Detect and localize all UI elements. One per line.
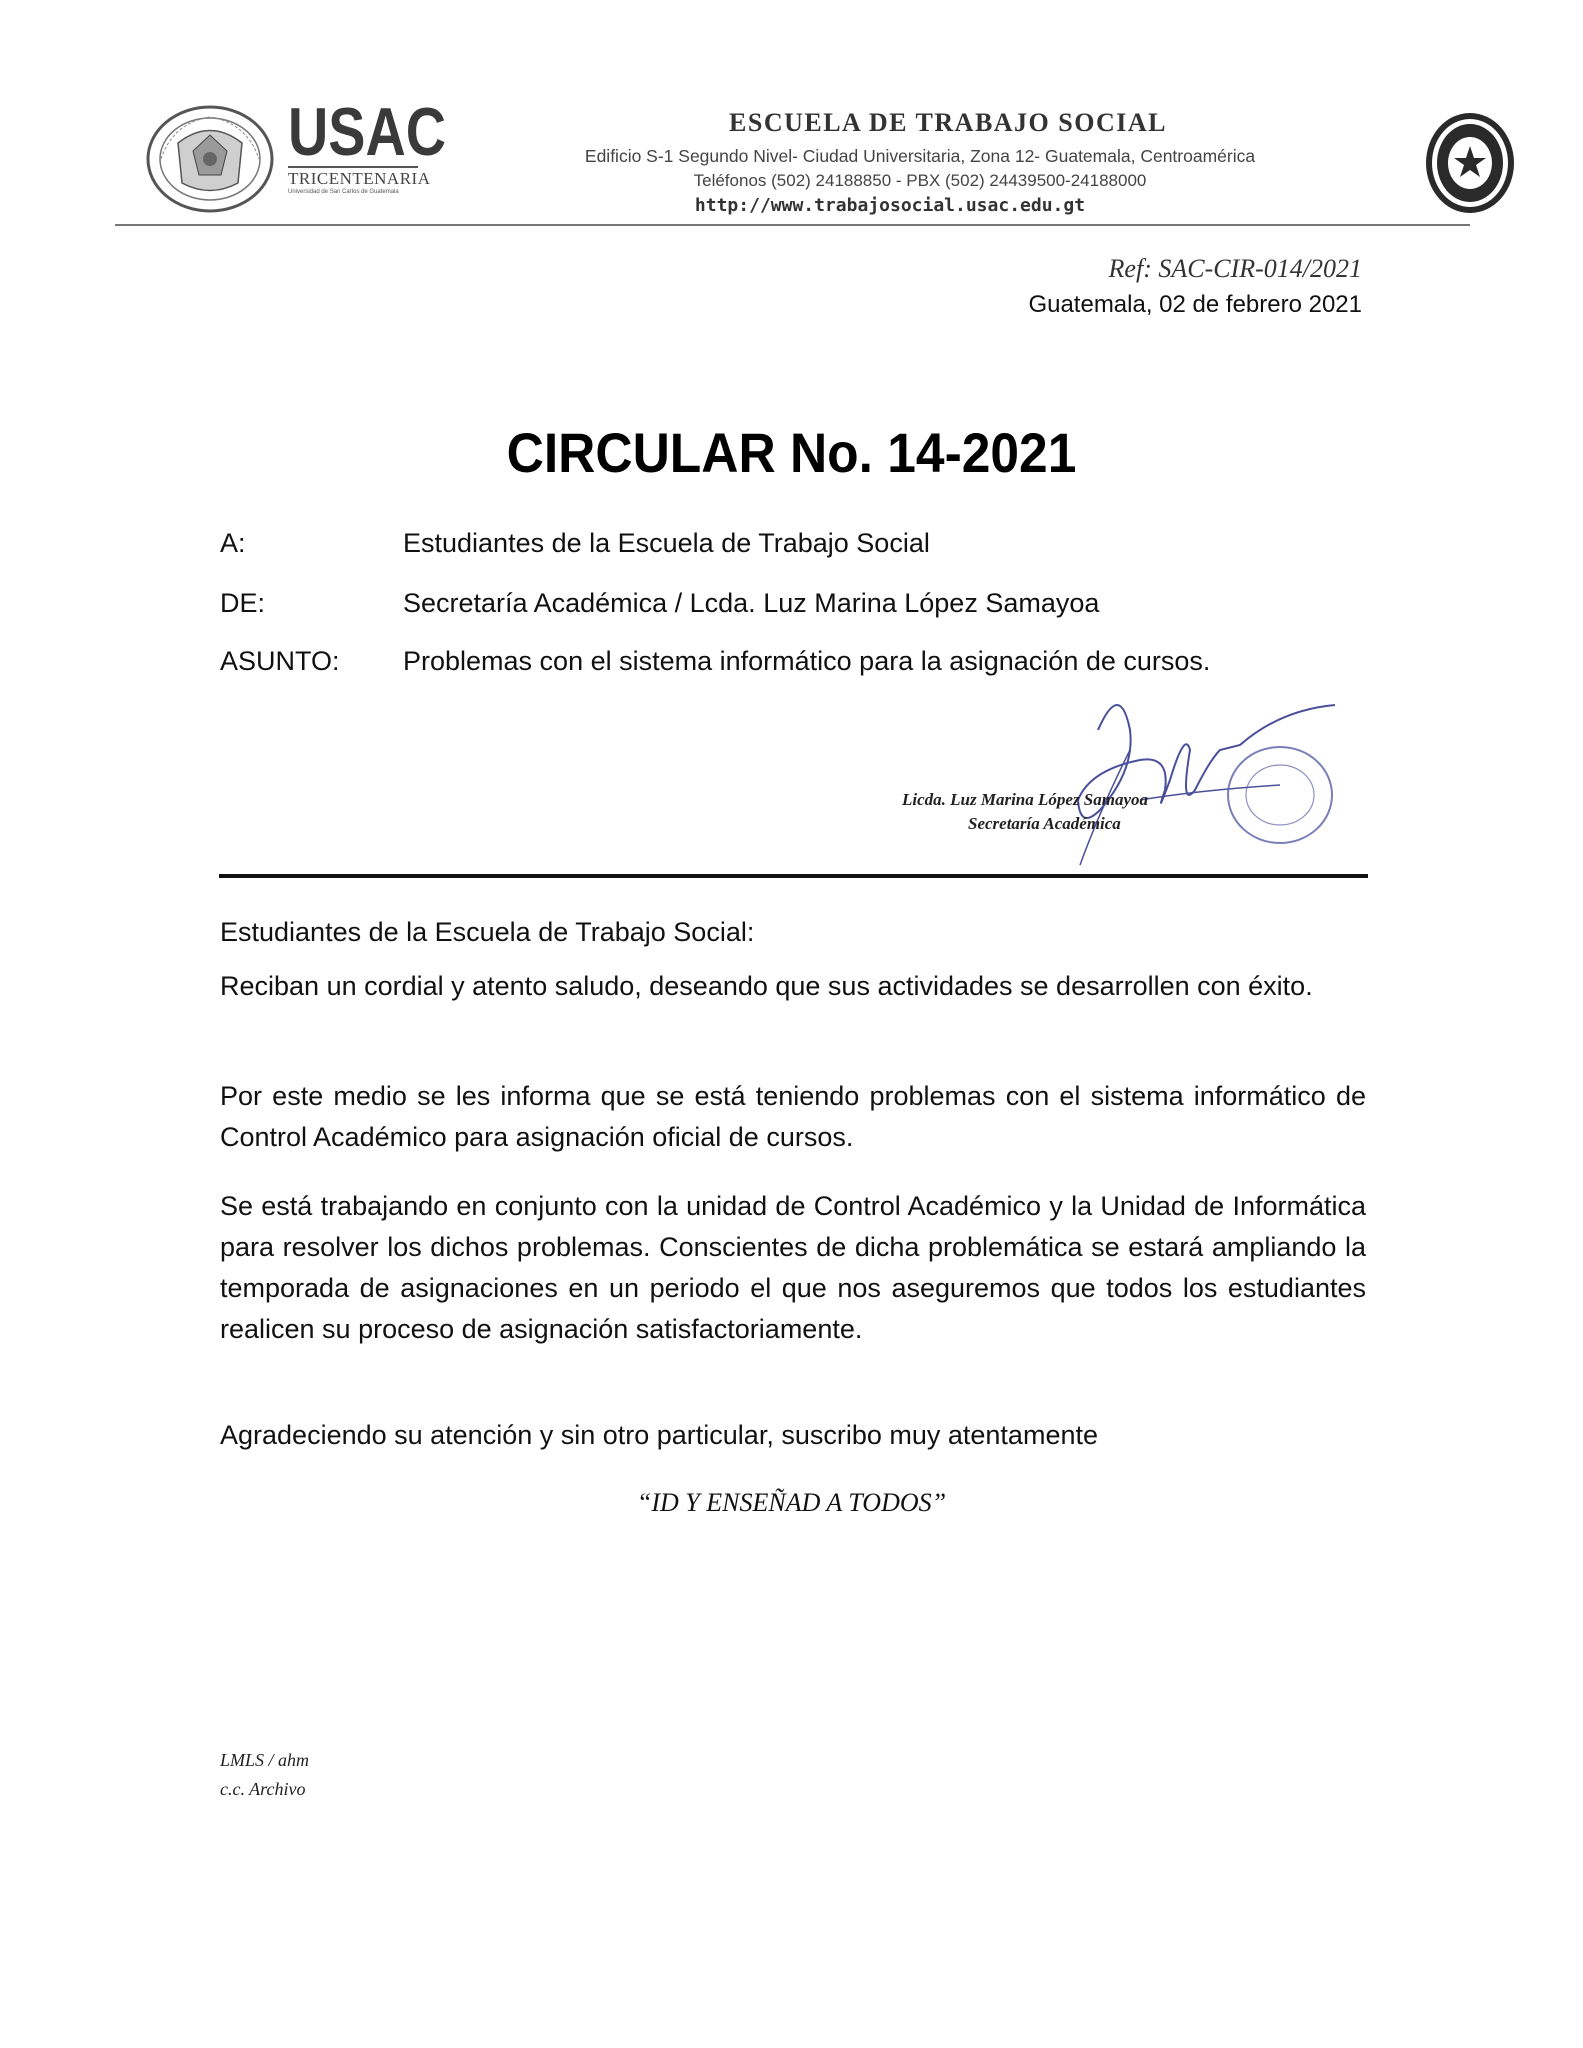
paragraph-greeting: Reciban un cordial y atento saludo, deseando que sus actividades se desarrollen con éxito.: [220, 971, 1313, 1001]
usac-seal-logo: [143, 103, 277, 215]
memo-from-label: DE:: [220, 588, 266, 618]
document-title: CIRCULAR No. 14-2021: [506, 421, 1077, 484]
usac-logo-caption: Universidad de San Carlos de Guatemala: [288, 189, 399, 195]
body-divider: [219, 874, 1368, 878]
signatory-name: Licda. Luz Marina López Samayoa: [902, 790, 1149, 809]
usac-logo-subtext: TRICENTENARIA: [288, 166, 418, 189]
memo-from-value: Secretaría Académica / Lcda. Luz Marina López Samayoa: [403, 588, 1100, 618]
salutation: Estudiantes de la Escuela de Trabajo Social:: [220, 917, 755, 947]
paragraph-problem: Por este medio se les informa que se está teniendo problemas con el sistema informático de Control Académico para asignación oficial de cursos.: [220, 1081, 1366, 1152]
carbon-copy: c.c. Archivo: [220, 1779, 306, 1799]
usac-logo-text: USAC: [288, 94, 447, 170]
memo-subject-value: Problemas con el sistema informático para la asignación de cursos.: [403, 646, 1211, 676]
institution-name: ESCUELA DE TRABAJO SOCIAL: [729, 108, 1167, 137]
memo-subject-label: ASUNTO:: [220, 646, 340, 676]
closing-text: Agradeciendo su atención y sin otro particular, suscribo muy atentamente: [220, 1420, 1098, 1450]
institution-address: Edificio S-1 Segundo Nivel- Ciudad Universitaria, Zona 12- Guatemala, Centroamérica: [584, 146, 1256, 166]
signatory-position: Secretaría Académica: [968, 814, 1121, 833]
handwritten-signature: [980, 690, 1350, 870]
motto: “ID Y ENSEÑAD A TODOS”: [636, 1488, 947, 1517]
initials: LMLS / ahm: [220, 1750, 310, 1770]
header-divider: [115, 224, 1470, 226]
usac-wordmark: [288, 94, 447, 195]
document-date: Guatemala, 02 de febrero 2021: [1028, 291, 1362, 318]
institution-phones: Teléfonos (502) 24188850 - PBX (502) 24439500-24188000: [693, 171, 1147, 190]
paragraph-solution: Se está trabajando en conjunto con la unidad de Control Académico y la Unidad de Informática para resolver los dichos problemas. Conscientes de dicha problemática se estará ampliando la temporada de asignaciones en un periodo el que nos aseguremos que todos los estudiantes realicen su proceso de asignación satisfactoriamente.: [220, 1191, 1366, 1344]
memo-to-label: A:: [220, 528, 246, 558]
reference-number: Ref: SAC-CIR-014/2021: [1108, 254, 1362, 283]
school-seal-logo: [1422, 108, 1518, 218]
institution-website: http://www.trabajosocial.usac.edu.gt: [694, 195, 1086, 216]
memo-to-value: Estudiantes de la Escuela de Trabajo Social: [403, 528, 930, 558]
